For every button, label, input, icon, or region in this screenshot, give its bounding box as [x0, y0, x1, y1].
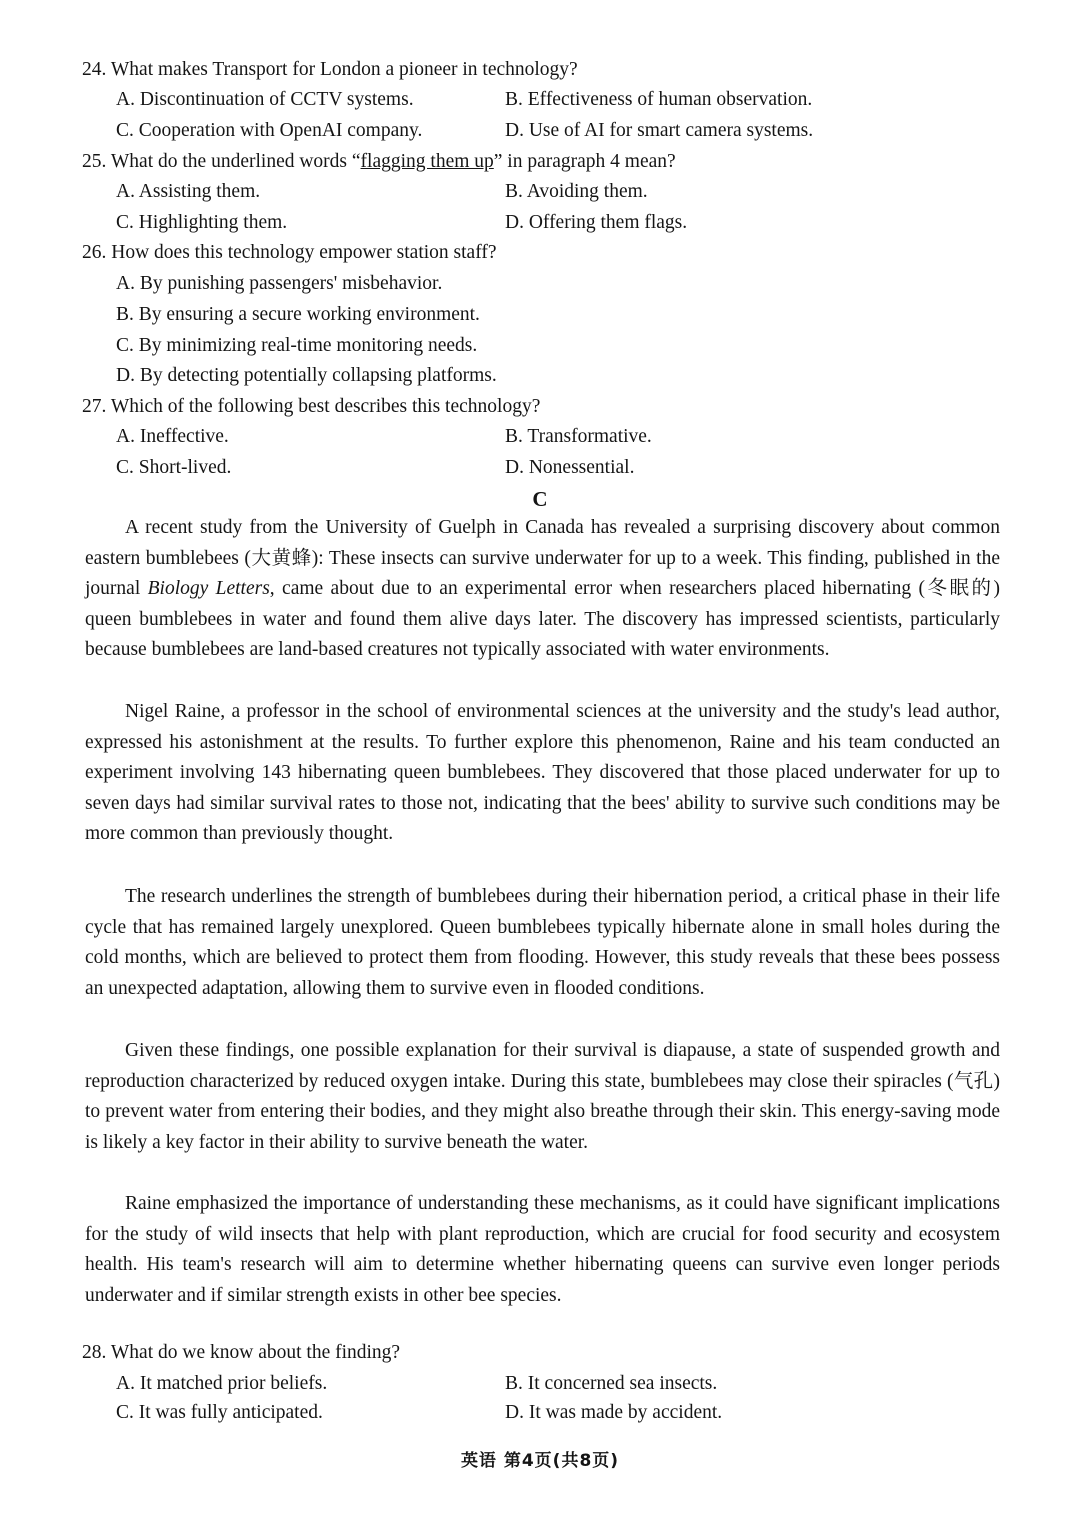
question-stem: What do we know about the finding? — [110, 1342, 401, 1363]
question-28 — [82, 1338, 400, 1368]
option-27-d[interactable]: D. Nonessential. — [505, 457, 635, 478]
question-24 — [82, 55, 578, 85]
option-26-c[interactable]: C. By minimizing real-time monitoring needs. — [116, 335, 478, 356]
option-25-b[interactable]: B. Avoiding them. — [505, 181, 648, 202]
option-28-a[interactable]: A. It matched prior beliefs. — [116, 1373, 328, 1394]
question-26 — [82, 238, 496, 268]
question-stem: What makes Transport for London a pioneer in technology? — [110, 59, 578, 80]
passage-paragraph-5: Raine emphasized the importance of understanding these mechanisms, as it could have significant implications for the study of wild insects that help with plant reproduction, which are crucial for food security and ecosystem health. His team's research will aim to determine whether hibernating queens can survive even longer periods underwater and if similar strength exists in other bee species. — [85, 1193, 1000, 1306]
passage-paragraph-3: The research underlines the strength of bumblebees during their hibernation period, a critical phase in their life cycle that has remained largely unexplored. Queen bumblebees typically hibernate alone in small holes during the cold months, which are believed to protect them from flooding. However, this study reveals that these bees possess an unexpected adaptation, allowing them to survive even in flooded conditions. — [85, 886, 1000, 999]
option-26-d[interactable]: D. By detecting potentially collapsing platforms. — [116, 365, 497, 386]
passage-paragraph-1: A recent study from the University of Guelph in Canada has revealed a surprising discovery about common eastern bumblebees (大黄蜂): These insects can survive underwater for up to a week. This finding, published in the journal Biology Letters, came about due to an experimental error when researchers placed hibernating (冬眠的) queen bumblebees in water and found them alive days later. The discovery has impressed scientists, particularly because bumblebees are land-based creatures not typically associated with water environments. — [85, 517, 1000, 661]
option-27-a[interactable]: A. Ineffective. — [116, 426, 229, 447]
question-number: 26. — [82, 242, 107, 263]
option-24-c[interactable]: C. Cooperation with OpenAI company. — [116, 120, 423, 141]
option-25-d[interactable]: D. Offering them flags. — [505, 212, 688, 233]
passage-paragraph-4: Given these findings, one possible explanation for their survival is diapause, a state of suspended growth and reproduction characterized by reduced oxygen intake. During this state, bumblebees may close their spiracles (气孔) to prevent water from entering their bodies, and they might also breathe through their skin. This energy-saving mode is likely a key factor in their ability to survive beneath the water. — [85, 1040, 1000, 1153]
option-25-a[interactable]: A. Assisting them. — [116, 181, 261, 202]
passage-paragraph-2: Nigel Raine, a professor in the school of environmental sciences at the university and the study's lead author, expressed his astonishment at the results. To further explore this phenomenon, Raine and his team conducted an experiment involving 143 hibernating queen bumblebees. They discovered that those placed underwater for up to seven days had similar survival rates to those not, indicating that the bees' ability to survive such conditions may be more common than previously thought. — [85, 701, 1000, 845]
section-title: C — [532, 487, 548, 511]
option-26-b[interactable]: B. By ensuring a secure working environment. — [116, 304, 480, 325]
question-stem: Which of the following best describes this technology? — [110, 396, 541, 417]
page-footer: 英语 第4页(共8页) — [460, 1451, 620, 1471]
option-24-a[interactable]: A. Discontinuation of CCTV systems. — [116, 89, 414, 110]
option-26-a[interactable]: A. By punishing passengers' misbehavior. — [116, 273, 443, 294]
journal-title: Biology Letters — [147, 578, 270, 600]
option-25-c[interactable]: C. Highlighting them. — [116, 212, 288, 233]
question-number: 28. — [82, 1342, 107, 1363]
question-number: 24. — [82, 59, 107, 80]
option-27-b[interactable]: B. Transformative. — [505, 426, 652, 447]
question-stem: What do the underlined words “flagging them up” in paragraph 4 mean? — [110, 151, 676, 172]
underlined-phrase: flagging them up — [360, 151, 494, 172]
option-24-d[interactable]: D. Use of AI for smart camera systems. — [505, 120, 814, 141]
option-28-c[interactable]: C. It was fully anticipated. — [116, 1402, 323, 1423]
question-stem: How does this technology empower station staff? — [111, 242, 497, 263]
question-number: 25. — [82, 151, 107, 172]
option-28-d[interactable]: D. It was made by accident. — [505, 1402, 723, 1423]
option-27-c[interactable]: C. Short-lived. — [116, 457, 232, 478]
question-27 — [82, 392, 540, 422]
question-25 — [82, 147, 676, 177]
question-number: 27. — [82, 396, 107, 417]
option-24-b[interactable]: B. Effectiveness of human observation. — [505, 89, 813, 110]
option-28-b[interactable]: B. It concerned sea insects. — [505, 1373, 718, 1394]
